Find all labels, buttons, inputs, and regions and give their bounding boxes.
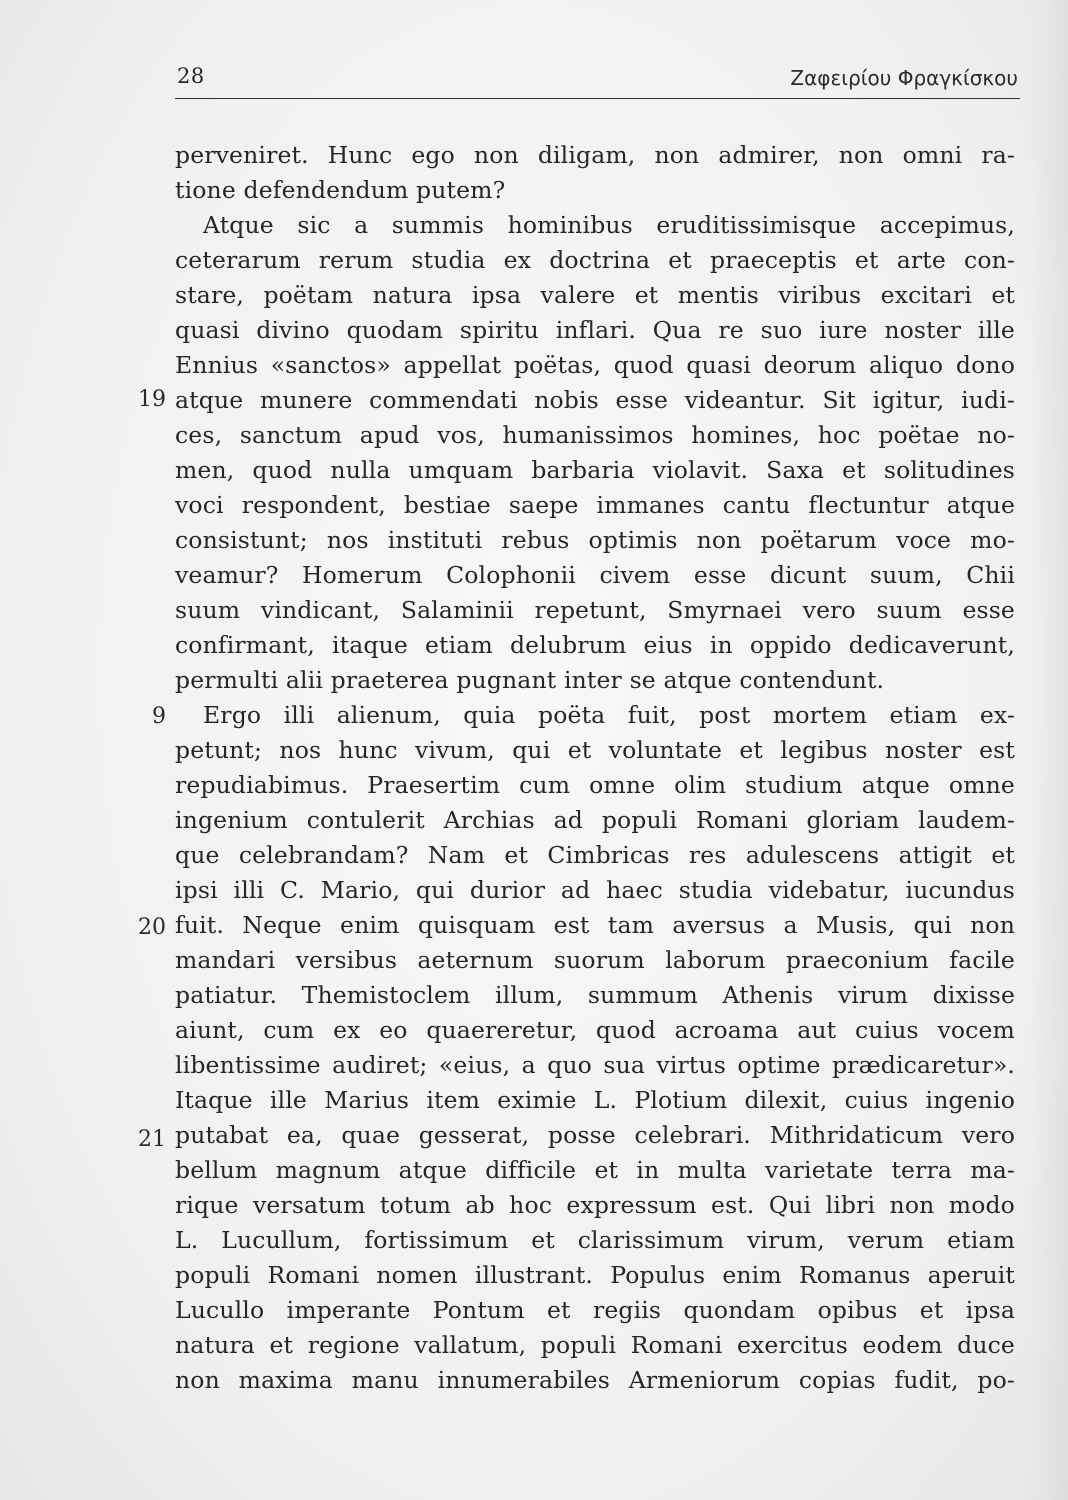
- text-line: perveniret. Hunc ego non diligam, non admirer, non omni ra-: [175, 141, 1015, 169]
- text-line: ceterarum rerum studia ex doctrina et praeceptis et arte con-: [175, 246, 1015, 274]
- margin-section-number: 21: [138, 1127, 166, 1152]
- text-line: petunt; nos hunc vivum, qui et voluntate et legibus noster est: [175, 736, 1015, 764]
- text-line: populi Romani nomen illustrant. Populus enim Romanus aperuit: [175, 1261, 1015, 1289]
- text-line: rique versatum totum ab hoc expressum est. Qui libri non modo: [175, 1191, 1015, 1219]
- text-line: ipsi illi C. Mario, qui durior ad haec studia videbatur, iucundus: [175, 876, 1015, 904]
- text-line: tione defendendum putem?: [175, 176, 506, 204]
- text-line: ingenium contulerit Archias ad populi Romani gloriam laudem-: [175, 806, 1015, 834]
- text-line: permulti alii praeterea pugnant inter se atque contendunt.: [175, 666, 885, 694]
- margin-section-number: 9: [152, 704, 166, 729]
- text-line: que celebrandam? Nam et Cimbricas res adulescens attigit et: [175, 841, 1015, 869]
- text-line: bellum magnum atque difficile et in multa varietate terra ma-: [175, 1156, 1015, 1184]
- text-line: mandari versibus aeternum suorum laborum praeconium facile: [175, 946, 1015, 974]
- text-line: voci respondent, bestiae saepe immanes cantu flectuntur atque: [175, 491, 1015, 519]
- text-line: suum vindicant, Salaminii repetunt, Smyrnaei vero suum esse: [175, 596, 1015, 624]
- text-line: natura et regione vallatum, populi Romani exercitus eodem duce: [175, 1331, 1015, 1359]
- text-line: libentissime audiret; «eius, a quo sua virtus optime prædicaretur».: [175, 1051, 1015, 1079]
- text-line: atque munere commendati nobis esse videantur. Sit igitur, iudi-: [175, 386, 1015, 414]
- text-line: veamur? Homerum Colophonii civem esse dicunt suum, Chii: [175, 561, 1015, 589]
- page-number: 28: [177, 64, 205, 88]
- text-line: Lucullo imperante Pontum et regiis quondam opibus et ipsa: [175, 1296, 1015, 1324]
- text-line: Atque sic a summis hominibus eruditissimisque accepimus,: [203, 211, 1015, 239]
- text-line: confirmant, itaque etiam delubrum eius in oppido dedicaverunt,: [175, 631, 1015, 659]
- text-line: quasi divino quodam spiritu inflari. Qua re suo iure noster ille: [175, 316, 1015, 344]
- margin-section-number: 20: [138, 915, 166, 940]
- page-edge-shadow: [1028, 0, 1068, 1500]
- text-line: fuit. Neque enim quisquam est tam aversus a Musis, qui non: [175, 911, 1015, 939]
- text-line: aiunt, cum ex eo quaereretur, quod acroama aut cuius vocem: [175, 1016, 1015, 1044]
- page-header: [175, 62, 1020, 99]
- text-line: Ennius «sanctos» appellat poëtas, quod quasi deorum aliquo dono: [175, 351, 1015, 379]
- text-line: non maxima manu innumerabiles Armeniorum copias fudit, po-: [175, 1366, 1015, 1394]
- text-line: patiatur. Themistoclem illum, summum Athenis virum dixisse: [175, 981, 1015, 1009]
- margin-section-number: 19: [138, 387, 166, 412]
- text-line: men, quod nulla umquam barbaria violavit. Saxa et solitudines: [175, 456, 1015, 484]
- text-line: putabat ea, quae gesserat, posse celebrari. Mithridaticum vero: [175, 1121, 1015, 1149]
- running-head: Ζαφειρίου Φραγκίσκου: [790, 66, 1018, 90]
- text-line: Itaque ille Marius item eximie L. Plotium dilexit, cuius ingenio: [175, 1086, 1015, 1114]
- text-line: stare, poëtam natura ipsa valere et mentis viribus excitari et: [175, 281, 1015, 309]
- text-line: Ergo illi alienum, quia poëta fuit, post mortem etiam ex-: [203, 701, 1015, 729]
- text-line: L. Lucullum, fortissimum et clarissimum virum, verum etiam: [175, 1226, 1015, 1254]
- text-line: consistunt; nos instituti rebus optimis non poëtarum voce mo-: [175, 526, 1015, 554]
- text-line: repudiabimus. Praesertim cum omne olim studium atque omne: [175, 771, 1015, 799]
- text-line: ces, sanctum apud vos, humanissimos homines, hoc poëtae no-: [175, 421, 1015, 449]
